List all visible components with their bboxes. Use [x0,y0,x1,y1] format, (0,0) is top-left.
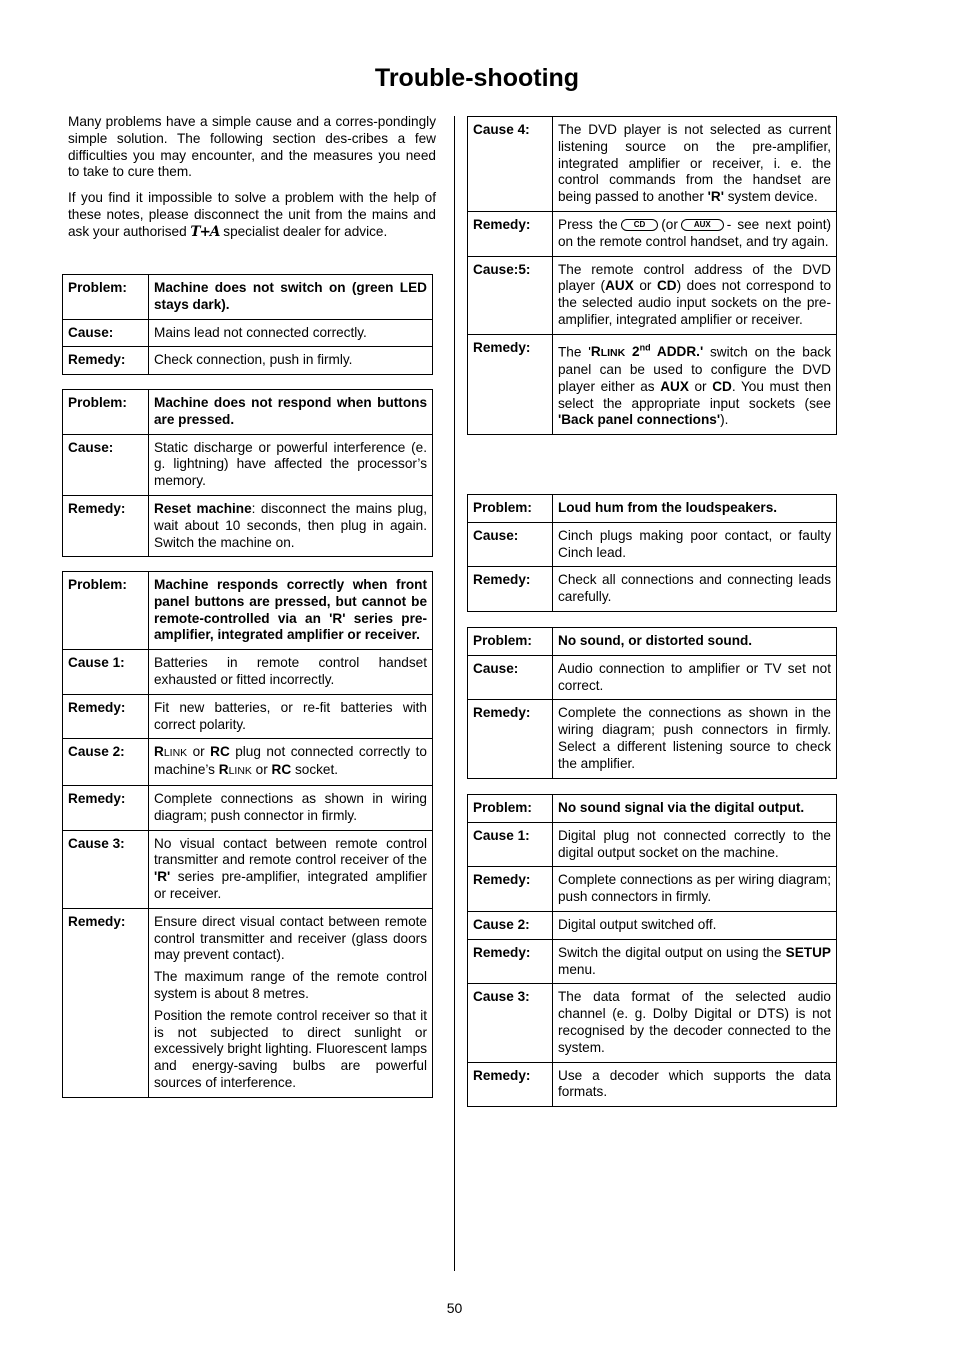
cause-end: socket. [291,762,339,778]
row-label: Cause 3: [63,830,149,908]
row-label: Cause 1: [468,822,553,867]
intro-paragraph-2 [68,190,436,240]
rc-label: RC [271,762,292,778]
remedy-text: Complete connections as shown in wiring diagram; push connector in firmly. [149,785,433,830]
problem-text: Machine does not respond when buttons are pressed. [149,390,433,435]
table-row [63,830,433,908]
remedy-paragraph: Position the remote control receiver so that it is not subjected to direct sunlight or excessively bright lighting. Fluorescent lamps and energy-saving bulbs are powerful sources of interference. [154,1007,427,1090]
remedy-part: switch on the back panel can be used to configure the DVD player either as [558,344,831,394]
table-row [63,390,433,435]
row-label: Remedy: [468,334,553,435]
table-row [63,694,433,739]
series-label: 'R' [707,189,724,205]
row-label: Problem: [468,495,553,523]
problem-text: Machine does not switch on (green LED stays dark). [149,275,433,320]
remedy-text [553,211,837,256]
row-label: Cause: [468,522,553,567]
remedy-text: Fit new batteries, or re-fit batteries with correct polarity. [149,694,433,739]
cause-text: Static discharge or powerful interference (e. g. lightning) have affected the processor’s memory. [149,434,433,495]
row-label: Problem: [63,275,149,320]
table-no-response [62,389,433,557]
column-divider [454,116,455,1271]
remedy-part: (or [661,216,678,232]
rlink-initial: R [590,344,601,360]
remedy-text: Use a decoder which supports the data formats. [553,1062,837,1107]
cause-text: Digital plug not connected correctly to the digital output socket on the machine. [553,822,837,867]
table-row [468,700,837,778]
row-label: Problem: [468,628,553,656]
table-remote-control-continued [467,116,837,435]
row-label: Remedy: [63,347,149,375]
row-label: Remedy: [63,495,149,556]
remedy-text: Check connection, push in firmly. [149,347,433,375]
row-label: Cause: [63,319,149,347]
intro-paragraph-1: Many problems have a simple cause and a corres-pondingly simple solution. The following section des-cribes a few difficulties you may encounter, and the measures you need to take to cure them. [68,114,436,180]
cd-label: CD [656,278,677,294]
rlink-rest: LINK [163,747,188,760]
remedy-rest: : disconnect the mains plug, wait about 10 seconds, then plug in again. Switch the machine on. [154,500,428,550]
table-row [468,911,837,939]
remedy-part: menu. [558,961,596,977]
table-row [63,434,433,495]
rlink-initial: R [218,762,229,778]
cause-text [149,830,433,908]
remedy-part: Switch the digital output on using the [558,944,786,960]
cause-text [149,739,433,786]
remedy-text [553,939,837,984]
rlink-initial: R [154,744,164,760]
table-row [468,984,837,1062]
cause-part: No visual contact between remote control transmitter and remote control receiver of the [154,835,427,868]
rlink-rest: LINK [600,347,626,360]
table-row [63,908,433,1097]
row-label: Remedy: [468,867,553,912]
conjunction: or [251,762,272,778]
remedy-part: . You must then select the appropriate input sockets (see [558,378,832,411]
table-hum [467,494,837,612]
section-reference: 'Back panel connections' [558,412,721,428]
row-label: Cause 1: [63,650,149,695]
table-row [468,211,837,256]
table-row [468,256,837,334]
remedy-text: Check all connections and connecting leads carefully. [553,567,837,612]
row-label: Cause:5: [468,256,553,334]
cause-text: Batteries in remote control handset exhausted or fitted incorrectly. [149,650,433,695]
rlink-number: 2 [625,344,640,360]
row-label: Remedy: [63,908,149,1097]
table-row [468,334,837,435]
intro-text [68,114,436,250]
aux-label: AUX [660,378,689,394]
aux-key-icon: AUX [681,219,724,231]
table-row [468,628,837,656]
cd-label: CD [712,378,732,394]
row-label: Cause 2: [468,911,553,939]
row-label: Remedy: [468,1062,553,1107]
row-label: Cause 4: [468,117,553,212]
cause-text [553,256,837,334]
remedy-text [149,908,433,1097]
rlink-rest: LINK [228,765,252,778]
table-row [63,347,433,375]
table-row [468,867,837,912]
remedy-paragraph: The maximum range of the remote control system is about 8 metres. [154,969,427,1001]
cause-text: The data format of the selected audio channel (e. g. Dolby Digital or DTS) is not recognised by the decoder connected to the system. [553,984,837,1062]
table-remote-control [62,571,433,1098]
series-label: 'R' [154,869,171,885]
problem-text: Loud hum from the loudspeakers. [553,495,837,523]
page-number: 50 [446,1300,463,1316]
table-row [63,275,433,320]
addr-label: ADDR.' [650,344,704,360]
cd-key-icon: CD [621,219,659,231]
table-no-power [62,274,433,375]
remedy-text: Complete connections as per wiring diagram; push connectors in firmly. [553,867,837,912]
table-row [468,822,837,867]
problem-text: No sound signal via the digital output. [553,795,837,823]
ordinal-suffix: nd [639,342,651,353]
table-row [63,495,433,556]
row-label: Cause 2: [63,739,149,786]
remedy-paragraph: Ensure direct visual contact between remote control transmitter and receiver (glass doors may prevent contact). [154,913,427,963]
problem-text: Machine responds correctly when front panel buttons are pressed, but cannot be remote-controlled via an 'R' series pre-amplifier, integrated amplifier or receiver. [149,572,433,650]
conjunction: or [187,744,211,760]
rc-label: RC [210,744,230,760]
conjunction: or [633,278,657,294]
row-label: Remedy: [468,939,553,984]
row-label: Problem: [468,795,553,823]
rlink-addr-label [591,344,703,359]
table-row [468,495,837,523]
table-no-sound [467,627,837,779]
table-row [63,785,433,830]
setup-label: SETUP [785,944,831,960]
remedy-text [149,495,433,556]
cause-part: The DVD player is not selected as current listening source on the pre-amplifier, integrated amplifier or receiver, i. e. the control commands from the handset are being passed to another [558,122,831,205]
row-label: Problem: [63,390,149,435]
conjunction: or [688,378,713,394]
table-row [468,1062,837,1107]
table-digital-output [467,794,837,1107]
remedy-emphasis: Reset machine [154,500,252,516]
cause-text: Audio connection to amplifier or TV set not correct. [553,655,837,700]
row-label: Remedy: [63,785,149,830]
table-row [468,795,837,823]
remedy-part: Press the [558,216,618,232]
brand-logo: T+A [190,223,220,240]
cause-middle: plug not connected correctly to machine’s [154,744,427,778]
table-row [468,567,837,612]
cause-part: The remote control address of the DVD player ( [558,261,831,294]
row-label: Cause: [468,655,553,700]
cause-part: series pre-amplifier, integrated amplifier or receiver. [154,869,427,901]
remedy-part: The ' [558,344,591,360]
row-label: Cause: [63,434,149,495]
page-title: Trouble-shooting [374,64,580,92]
remedy-text [553,334,837,435]
intro-paragraph-2-start: If you find it impossible to solve a problem with the help of these notes, please disconnect the unit from the mains and ask your authorised [68,190,436,239]
intro-paragraph-2-end: specialist dealer for advice. [223,223,388,239]
remedy-part: ). [720,412,729,428]
cause-part: ) does not correspond to the selected audio input sockets on the pre-amplifier, integrated amplifier or receiver. [558,278,832,327]
table-row [63,650,433,695]
cause-text: Digital output switched off. [553,911,837,939]
row-label: Remedy: [468,211,553,256]
row-label: Remedy: [468,700,553,778]
table-row [63,739,433,786]
remedy-part: - see next point) on the remote control handset, and try again. [558,216,832,249]
row-label: Problem: [63,572,149,650]
aux-label: AUX [605,278,634,294]
table-row [468,655,837,700]
cause-part: system device. [723,189,818,205]
problem-text: No sound, or distorted sound. [553,628,837,656]
table-row [63,319,433,347]
table-row [468,939,837,984]
table-row [468,522,837,567]
table-row [468,117,837,212]
cause-text: Mains lead not connected correctly. [149,319,433,347]
remedy-text: Complete the connections as shown in the wiring diagram; push connectors in firmly. Select a different listening source to check the amplifier. [553,700,837,778]
row-label: Cause 3: [468,984,553,1062]
cause-text [553,117,837,212]
cause-text: Cinch plugs making poor contact, or faulty Cinch lead. [553,522,837,567]
table-row [63,572,433,650]
row-label: Remedy: [63,694,149,739]
row-label: Remedy: [468,567,553,612]
